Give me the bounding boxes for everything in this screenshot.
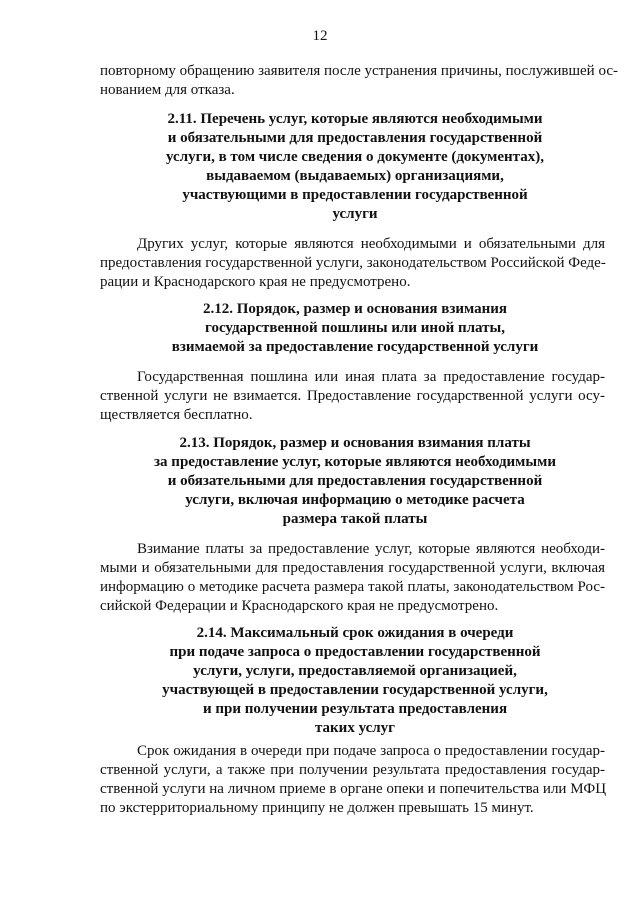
section-body-2-11 (100, 235, 605, 292)
heading-line: услуги (332, 206, 378, 222)
section-body-2-14 (100, 742, 605, 818)
text-line: ществляется бесплатно. (100, 407, 253, 423)
heading-line: услуги, услуги, предоставляемой организацией, (193, 663, 517, 679)
intro-paragraph (100, 62, 618, 100)
text-line: Взимание платы за предоставление услуг, которые являются необходи- (137, 541, 605, 557)
text-line: предоставления государственной услуги, законодательством Российской Феде- (100, 255, 606, 271)
text-line: ственной услуги на личном приеме в органе опеки и попечительства или МФЦ (100, 781, 607, 797)
text-line: рации и Краснодарского края не предусмотрено. (100, 274, 411, 290)
text-line: мыми и обязательными для предоставления государственной услуги, включая (100, 560, 605, 576)
heading-line: таких услуг (314, 720, 395, 736)
text-line: повторному обращению заявителя после устранения причины, послужившей ос- (100, 63, 618, 79)
text-line: сийской Федерации и Краснодарского края не предусмотрено. (100, 598, 499, 614)
heading-line: 2.11. Перечень услуг, которые являются необходимыми (167, 111, 543, 127)
heading-line: услуги, в том числе сведения о документе (документах), (166, 149, 544, 165)
heading-line: государственной пошлины или иной платы, (205, 320, 505, 336)
heading-line: при подаче запроса о предоставлении государственной (169, 644, 541, 660)
heading-line: участвующей в предоставлении государственной услуги, (162, 682, 548, 698)
text-line: информацию о методике расчета размера такой платы, законодательством Рос- (100, 579, 605, 595)
heading-line: за предоставление услуг, которые являются необходимыми (154, 454, 556, 470)
section-heading-2-14 (95, 624, 615, 738)
heading-line: услуги, включая информацию о методике расчета (185, 492, 525, 508)
heading-line: и обязательными для предоставления государственной (167, 130, 543, 146)
heading-line: участвующими в предоставлении государственной (182, 187, 528, 203)
heading-line: 2.12. Порядок, размер и основания взимания (202, 301, 508, 317)
heading-line: и при получении результата предоставления (202, 701, 508, 717)
section-body-2-13 (100, 540, 605, 616)
text-line: по экстерриториальному принципу не должен превышать 15 минут. (100, 800, 534, 816)
section-heading-2-13 (95, 434, 615, 529)
text-line: нованием для отказа. (100, 82, 235, 98)
text-line: Других услуг, которые являются необходимыми и обязательными для (137, 236, 605, 252)
heading-line: размера такой платы (282, 511, 428, 527)
heading-line: 2.13. Порядок, размер и основания взимания платы (179, 435, 531, 451)
heading-line: выдаваемом (выдаваемых) организациями, (206, 168, 504, 184)
section-heading-2-11 (95, 110, 615, 224)
section-heading-2-12 (95, 300, 615, 357)
text-line: Государственная пошлина или иная плата за предоставление государ- (137, 369, 605, 385)
section-body-2-12 (100, 368, 605, 425)
text-line: ственной услуги, а также при получении результата предоставления государ- (100, 762, 605, 778)
heading-line: взимаемой за предоставление государственной услуги (171, 339, 539, 355)
text-line: Срок ожидания в очереди при подаче запроса о предоставлении государ- (137, 743, 605, 759)
heading-line: 2.14. Максимальный срок ожидания в очереди (196, 625, 514, 641)
heading-line: и обязательными для предоставления государственной (167, 473, 543, 489)
page-number: 12 (312, 28, 328, 44)
text-line: ственной услуги не взимается. Предоставление государственной услуги осу- (100, 388, 605, 404)
